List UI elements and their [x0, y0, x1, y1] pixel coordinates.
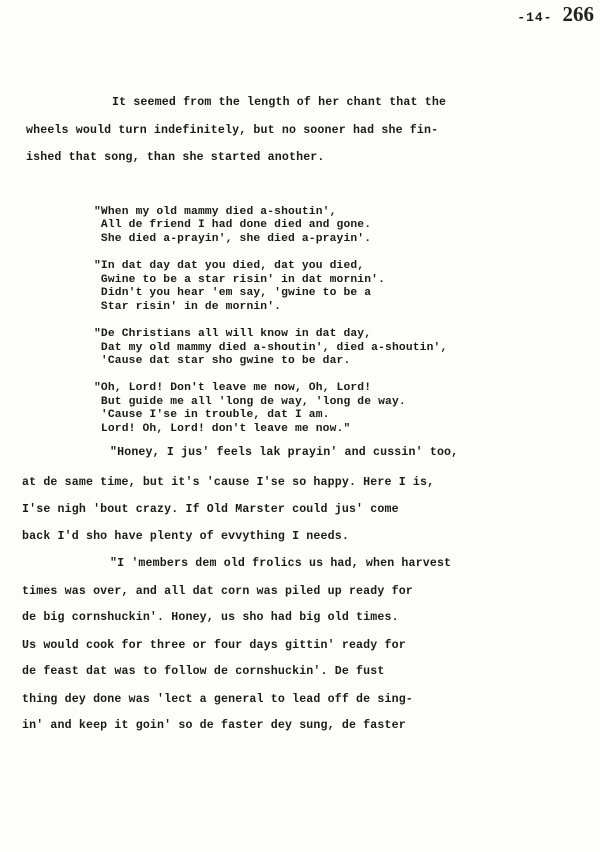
- verse-line: "When my old mammy died a-shoutin',: [94, 206, 337, 218]
- paragraph-line: de feast dat was to follow de cornshuckin'. De fust: [22, 665, 385, 678]
- typed-page-number: -14-: [517, 10, 553, 25]
- verse-line: Lord! Oh, Lord! don't leave me now.": [94, 423, 351, 435]
- intro-line: ished that song, than she started another.: [26, 151, 325, 164]
- paragraph-line: thing dey done was 'lect a general to lead off de sing-: [22, 693, 413, 706]
- page-header: [517, 2, 594, 27]
- paragraph-line: I'se nigh 'bout crazy. If Old Marster could jus' come: [22, 503, 399, 516]
- paragraph-line: de big cornshuckin'. Honey, us sho had big old times.: [22, 611, 399, 624]
- paragraph-line: in' and keep it goin' so de faster dey sung, de faster: [22, 719, 406, 732]
- verse-line: 'Cause I'se in trouble, dat I am.: [94, 409, 330, 421]
- paragraph-line: "I 'members dem old frolics us had, when harvest: [110, 557, 452, 570]
- stamped-page-number: 266: [562, 2, 594, 26]
- intro-line: It seemed from the length of her chant that the: [112, 96, 447, 109]
- paragraph-line: back I'd sho have plenty of evvything I needs.: [22, 530, 349, 543]
- verse-line: All de friend I had done died and gone.: [94, 219, 372, 231]
- verse-line: "De Christians all will know in dat day,: [94, 328, 372, 340]
- verse-line: "Oh, Lord! Don't leave me now, Oh, Lord!: [94, 382, 372, 394]
- verse-line: 'Cause dat star sho gwine to be dar.: [94, 355, 351, 367]
- paragraph-line: "Honey, I jus' feels lak prayin' and cussin' too,: [110, 446, 459, 459]
- verse-line: Gwine to be a star risin' in dat mornin'.: [94, 274, 386, 286]
- paragraph-line: Us would cook for three or four days gittin' ready for: [22, 639, 406, 652]
- verse-line: But guide me all 'long de way, 'long de way.: [94, 396, 406, 408]
- verse-line: Star risin' in de mornin'.: [94, 301, 282, 313]
- verse-line: She died a-prayin', she died a-prayin'.: [94, 233, 372, 245]
- verse-line: Dat my old mammy died a-shoutin', died a-shoutin',: [94, 342, 448, 354]
- intro-line: wheels would turn indefinitely, but no sooner had she fin-: [26, 124, 439, 137]
- paragraph-line: times was over, and all dat corn was piled up ready for: [22, 585, 413, 598]
- paragraph-line: at de same time, but it's 'cause I'se so happy. Here I is,: [22, 476, 435, 489]
- verse-line: "In dat day dat you died, dat you died,: [94, 260, 365, 272]
- verse-line: Didn't you hear 'em say, 'gwine to be a: [94, 287, 372, 299]
